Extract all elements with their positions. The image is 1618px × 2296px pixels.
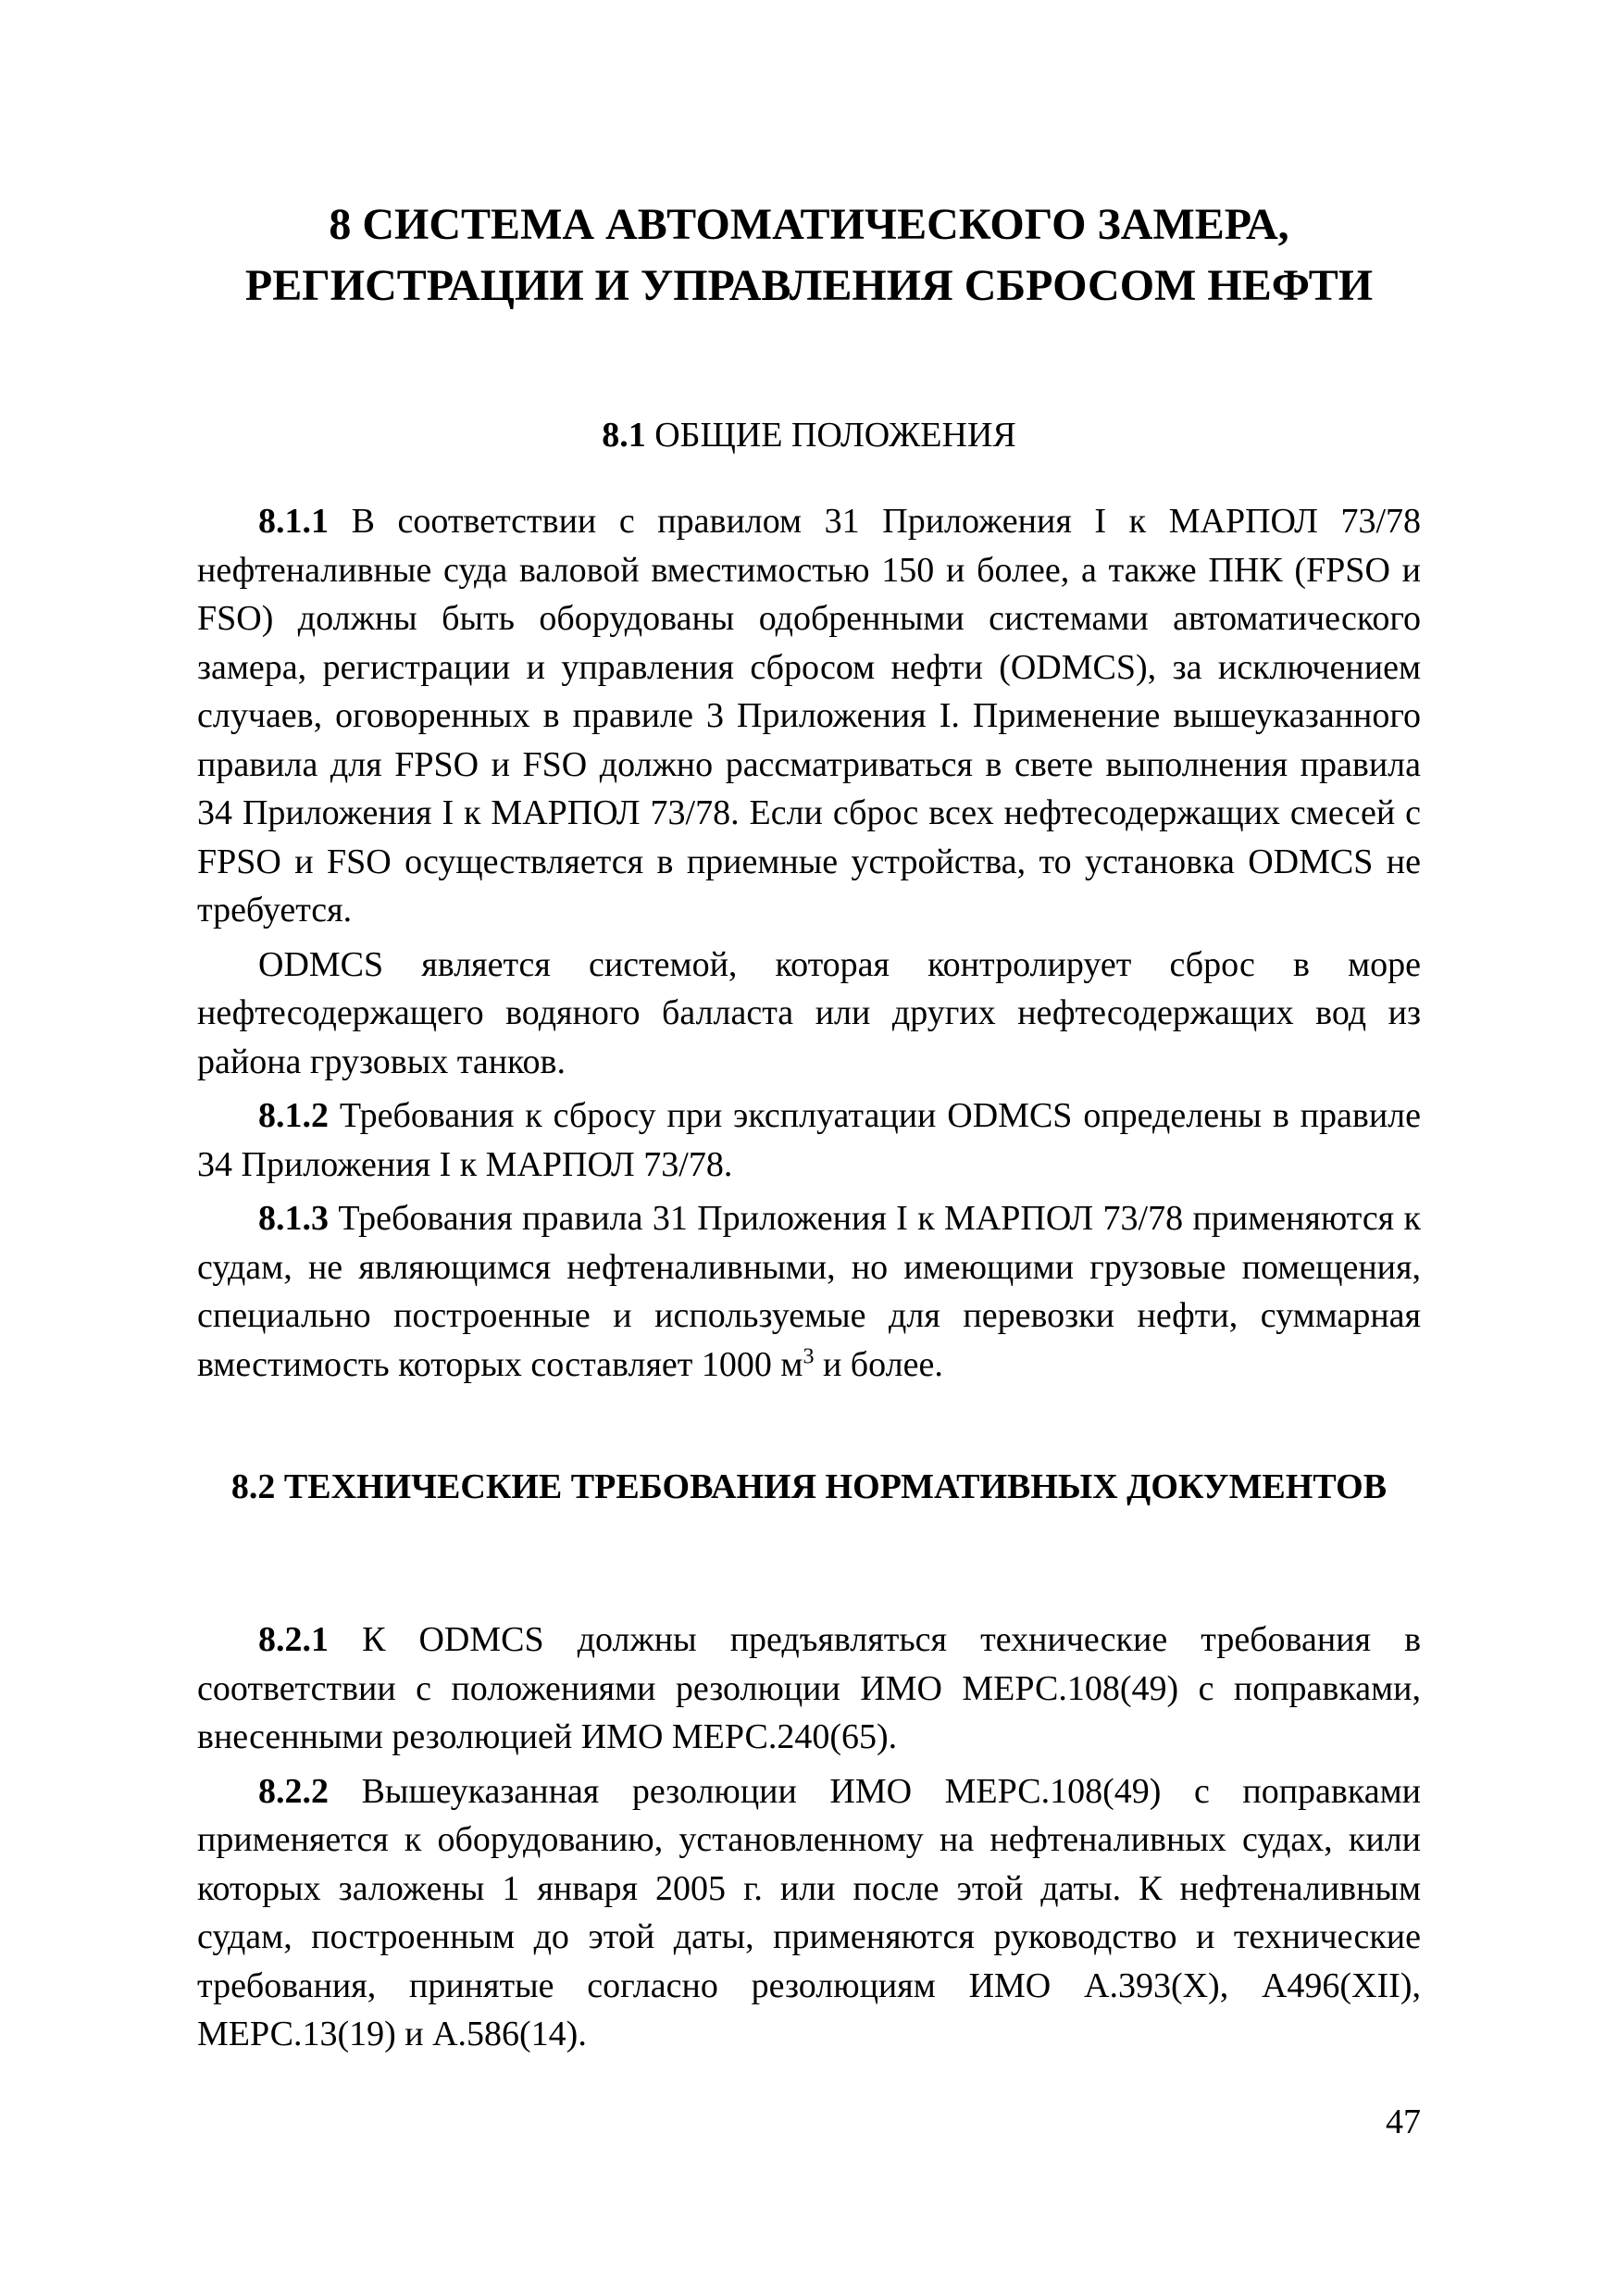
clause-text-end: и более. bbox=[814, 1344, 943, 1384]
section-number: 8.2 bbox=[230, 1467, 276, 1506]
chapter-title-line-2: РЕГИСТРАЦИИ И УПРАВЛЕНИЯ СБРОСОМ НЕФТИ bbox=[244, 261, 1374, 310]
chapter-title-line-1: 8 СИСТЕМА АВТОМАТИЧЕСКОГО ЗАМЕРА, bbox=[329, 200, 1289, 249]
clause-text: К ODMCS должны предъявляться технические требования в соответствии с положениями резолюции ИМО МЕРС.108(49) с поправками, внесенными резолюцией ИМО МЕРС.240(65). bbox=[197, 1620, 1422, 1756]
chapter-title bbox=[139, 194, 1479, 317]
section-8-1-body bbox=[197, 497, 1421, 1394]
section-8-2-body bbox=[197, 1616, 1421, 2065]
clause-number: 8.2.2 bbox=[258, 1771, 329, 1811]
paragraph-text: ODMCS является системой, которая контролирует сброс в море нефтесодержащего водяного балласта или других нефтесодержащих вод из района грузовых танков. bbox=[197, 944, 1421, 1081]
paragraph-8-2-1 bbox=[197, 1616, 1421, 1762]
clause-number: 8.2.1 bbox=[258, 1620, 329, 1659]
clause-text: Вышеуказанная резолюции ИМО МЕРС.108(49) с поправками применяется к оборудованию, установленному на нефтеналивных судах, кили которых заложены 1 января 2005 г. или после этой даты. К нефтеналивным судам, построенным до этой даты, применяются руководство и технические требования, принятые согласно резолюциям ИМО А.393(X), А496(XII), МЕРС.13(19) и А.586(14). bbox=[197, 1771, 1422, 2053]
section-title: ТЕХНИЧЕСКИЕ ТРЕБОВАНИЯ НОРМАТИВНЫХ ДОКУМЕНТОВ bbox=[283, 1467, 1388, 1506]
paragraph-odmcs-definition bbox=[197, 941, 1421, 1087]
paragraph-8-1-2 bbox=[197, 1092, 1421, 1189]
clause-text: Требования к сбросу при эксплуатации ODMCS определены в правиле 34 Приложения I к МАРПОЛ 73/78. bbox=[197, 1096, 1421, 1184]
superscript-exponent: 3 bbox=[803, 1343, 815, 1368]
paragraph-8-1-1 bbox=[197, 497, 1421, 935]
section-title: ОБЩИЕ ПОЛОЖЕНИЯ bbox=[654, 416, 1016, 455]
section-number: 8.1 bbox=[602, 416, 646, 455]
page-number: 47 bbox=[1386, 2103, 1421, 2141]
section-heading-8-2 bbox=[197, 1463, 1421, 1511]
clause-number: 8.1.3 bbox=[258, 1199, 329, 1238]
paragraph-8-1-3 bbox=[197, 1194, 1421, 1389]
clause-text: Требования правила 31 Приложения I к МАРПОЛ 73/78 применяются к судам, не являющимся нефтеналивными, но имеющими грузовые помещения, специально построенные и используемые для перевозки нефти, суммарная вместимость которых составляет 1000 м bbox=[197, 1199, 1422, 1384]
section-heading-8-1 bbox=[197, 411, 1421, 459]
clause-number: 8.1.2 bbox=[258, 1096, 329, 1135]
clause-number: 8.1.1 bbox=[258, 502, 329, 541]
clause-text: В соответствии с правилом 31 Приложения I к МАРПОЛ 73/78 нефтеналивные суда валовой вместимостью 150 и более, а также ПНК (FPSO и FSO) должны быть оборудованы одобренными системами автоматического замера, регистрации и управления сбросом нефти (ODMCS), за исключением случаев, оговоренных в правиле 3 Приложения I. Применение вышеуказанного правила для FPSO и FSO должно рассматриваться в свете выполнения правила 34 Приложения I к МАРПОЛ 73/78. Если сброс всех нефтесодержащих смесей с FPSO и FSO осуществляется в приемные устройства, то установка ODMCS не требуется. bbox=[197, 502, 1421, 930]
paragraph-8-2-2 bbox=[197, 1767, 1421, 2059]
